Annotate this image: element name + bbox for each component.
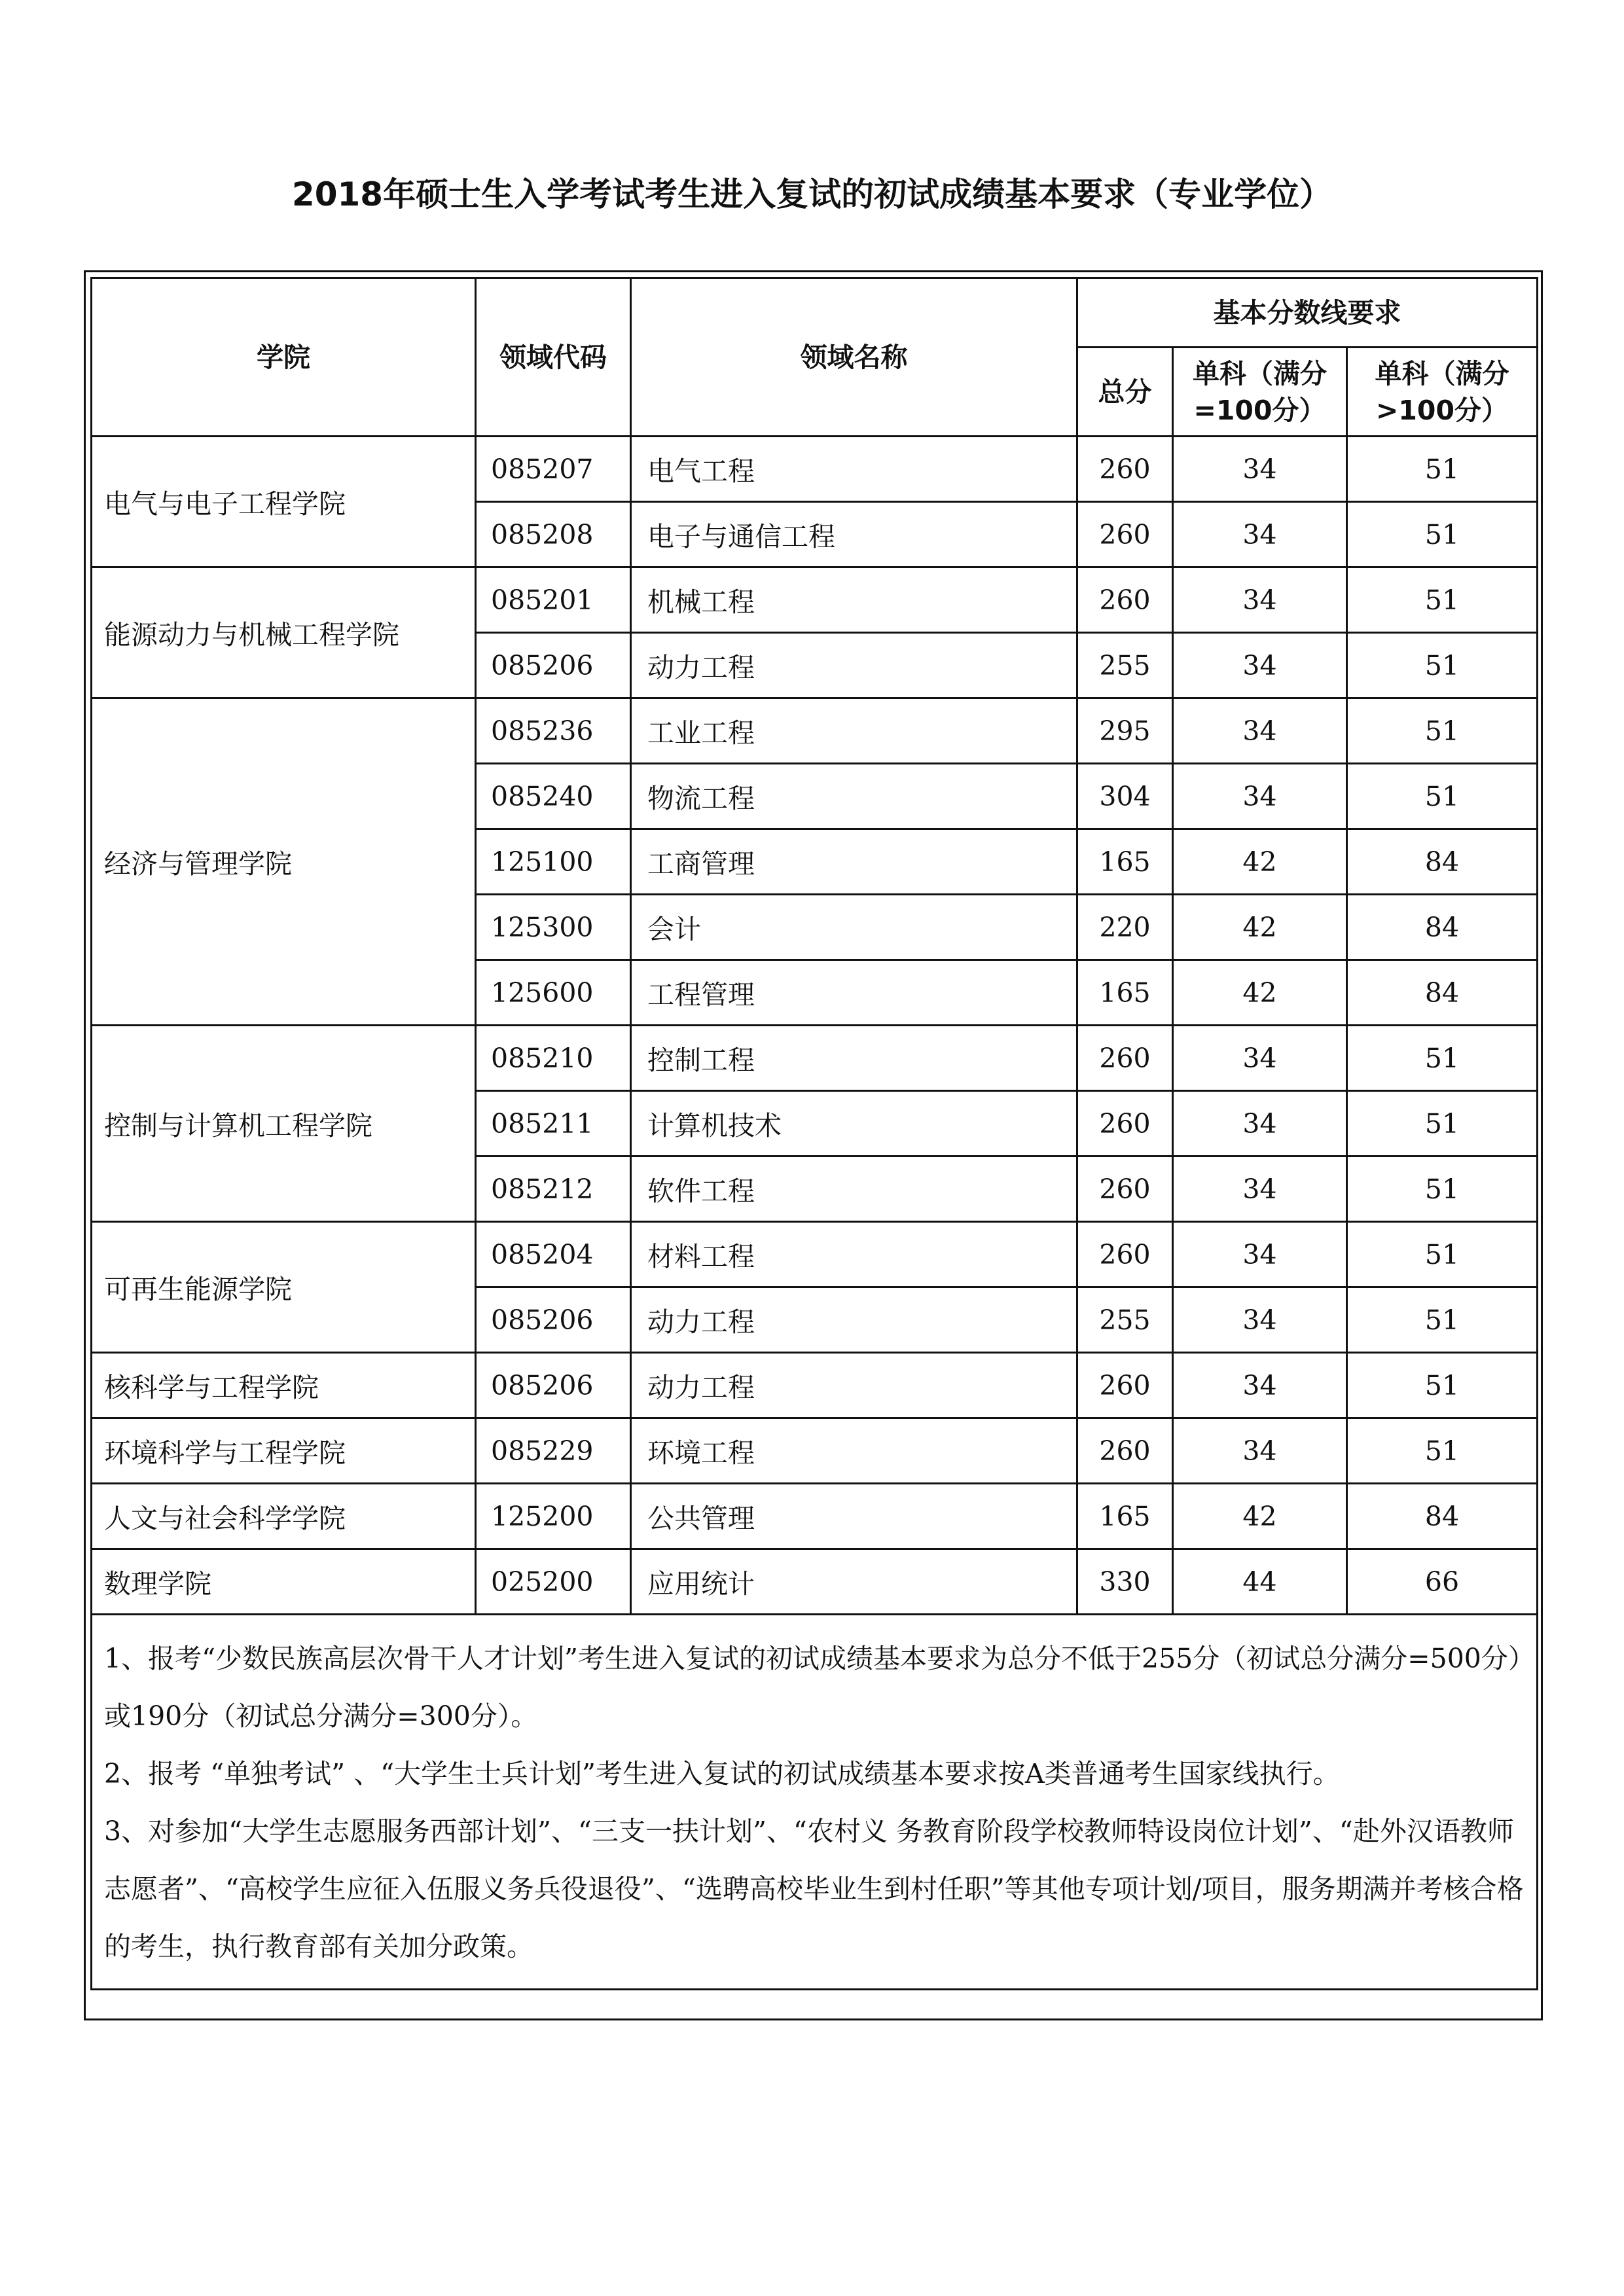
note-item: 3、对参加“大学生志愿服务西部计划”、“三支一扶计划”、“农村义 务教育阶段学校教师特设岗位计划”、“赴外汉语教师志愿者”、“高校学生应征入伍服义务兵役退役”、“选聘高校毕业生到村任职”等其他专项计划/项目，服务期满并考核合格的考生，执行教育部有关加分政策。 [104, 1816, 1524, 1962]
name-cell: 动力工程 [631, 1353, 1077, 1418]
name-cell: 控制工程 [631, 1026, 1077, 1091]
name-cell: 工商管理 [631, 829, 1077, 895]
notes-cell [92, 1615, 1538, 1990]
total-cell: 260 [1077, 1222, 1173, 1287]
code-cell: 085211 [476, 1091, 631, 1157]
single-100-cell: 34 [1173, 764, 1347, 829]
total-cell: 260 [1077, 567, 1173, 633]
table-row [92, 698, 1538, 764]
total-cell: 260 [1077, 437, 1173, 502]
total-cell: 330 [1077, 1549, 1173, 1615]
single-over-100-cell: 51 [1347, 764, 1538, 829]
single-100-cell: 44 [1173, 1549, 1347, 1615]
single-over-100-cell: 51 [1347, 1353, 1538, 1418]
single-100-cell: 34 [1173, 698, 1347, 764]
college-cell: 核科学与工程学院 [92, 1353, 476, 1418]
total-cell: 260 [1077, 1418, 1173, 1484]
code-cell: 125100 [476, 829, 631, 895]
total-cell: 260 [1077, 502, 1173, 567]
code-cell: 085206 [476, 633, 631, 698]
college-cell: 可再生能源学院 [92, 1222, 476, 1353]
total-cell: 295 [1077, 698, 1173, 764]
total-cell: 165 [1077, 1484, 1173, 1549]
table-row [92, 1222, 1538, 1287]
code-cell: 085229 [476, 1418, 631, 1484]
single-100-cell: 42 [1173, 1484, 1347, 1549]
table-row [92, 1026, 1538, 1091]
name-cell: 会计 [631, 895, 1077, 960]
score-requirements-table [90, 277, 1538, 1990]
college-cell: 能源动力与机械工程学院 [92, 567, 476, 698]
college-cell: 人文与社会科学学院 [92, 1484, 476, 1549]
name-cell: 软件工程 [631, 1157, 1077, 1222]
single-100-cell: 34 [1173, 1091, 1347, 1157]
code-cell: 085210 [476, 1026, 631, 1091]
single-100-cell: 42 [1173, 960, 1347, 1026]
college-cell: 环境科学与工程学院 [92, 1418, 476, 1484]
single-100-cell: 34 [1173, 1287, 1347, 1353]
total-cell: 165 [1077, 960, 1173, 1026]
single-100-cell: 34 [1173, 502, 1347, 567]
code-cell: 085236 [476, 698, 631, 764]
college-cell: 经济与管理学院 [92, 698, 476, 1026]
name-cell: 计算机技术 [631, 1091, 1077, 1157]
total-cell: 165 [1077, 829, 1173, 895]
single-over-100-cell: 51 [1347, 1157, 1538, 1222]
single-over-100-cell: 51 [1347, 567, 1538, 633]
table-row [92, 1484, 1538, 1549]
single-100-cell: 34 [1173, 567, 1347, 633]
college-cell: 控制与计算机工程学院 [92, 1026, 476, 1222]
code-cell: 125200 [476, 1484, 631, 1549]
code-cell: 085204 [476, 1222, 631, 1287]
name-cell: 工程管理 [631, 960, 1077, 1026]
single-over-100-cell: 51 [1347, 437, 1538, 502]
code-cell: 025200 [476, 1549, 631, 1615]
table-row [92, 1418, 1538, 1484]
table-row [92, 1353, 1538, 1418]
notes-row [92, 1615, 1538, 1990]
single-over-100-cell: 51 [1347, 1026, 1538, 1091]
name-cell: 材料工程 [631, 1222, 1077, 1287]
total-cell: 260 [1077, 1026, 1173, 1091]
table-row [92, 1549, 1538, 1615]
total-cell: 255 [1077, 633, 1173, 698]
single-over-100-cell: 51 [1347, 1418, 1538, 1484]
name-cell: 动力工程 [631, 633, 1077, 698]
single-100-cell: 34 [1173, 1026, 1347, 1091]
single-over-100-cell: 84 [1347, 895, 1538, 960]
single-100-cell: 34 [1173, 1418, 1347, 1484]
total-cell: 255 [1077, 1287, 1173, 1353]
header-score-group: 基本分数线要求 [1077, 278, 1538, 348]
total-cell: 220 [1077, 895, 1173, 960]
single-over-100-cell: 84 [1347, 960, 1538, 1026]
total-cell: 304 [1077, 764, 1173, 829]
single-over-100-cell: 51 [1347, 502, 1538, 567]
single-100-cell: 42 [1173, 895, 1347, 960]
name-cell: 物流工程 [631, 764, 1077, 829]
total-cell: 260 [1077, 1353, 1173, 1418]
note-item: 1、报考“少数民族高层次骨干人才计划”考生进入复试的初试成绩基本要求为总分不低于255分（初试总分满分=500分）或190分（初试总分满分=300分）。 [104, 1643, 1522, 1732]
header-name: 领域名称 [631, 278, 1077, 437]
code-cell: 085201 [476, 567, 631, 633]
single-over-100-cell: 51 [1347, 633, 1538, 698]
single-over-100-cell: 66 [1347, 1549, 1538, 1615]
total-cell: 260 [1077, 1091, 1173, 1157]
note-item: 2、报考 “单独考试” 、“大学生士兵计划”考生进入复试的初试成绩基本要求按A类普通考生国家线执行。 [104, 1758, 1340, 1789]
page-title: 2018年硕士生入学考试考生进入复试的初试成绩基本要求（专业学位） [291, 175, 1333, 213]
college-cell: 数理学院 [92, 1549, 476, 1615]
table-row [92, 567, 1538, 633]
header-single-100: 单科（满分=100分） [1173, 348, 1347, 437]
name-cell: 动力工程 [631, 1287, 1077, 1353]
single-100-cell: 34 [1173, 1222, 1347, 1287]
single-100-cell: 34 [1173, 1157, 1347, 1222]
single-over-100-cell: 51 [1347, 1222, 1538, 1287]
code-cell: 085208 [476, 502, 631, 567]
name-cell: 应用统计 [631, 1549, 1077, 1615]
header-college: 学院 [92, 278, 476, 437]
name-cell: 环境工程 [631, 1418, 1077, 1484]
name-cell: 机械工程 [631, 567, 1077, 633]
table-row [92, 437, 1538, 502]
code-cell: 085207 [476, 437, 631, 502]
code-cell: 085240 [476, 764, 631, 829]
code-cell: 085206 [476, 1353, 631, 1418]
code-cell: 085212 [476, 1157, 631, 1222]
single-100-cell: 34 [1173, 437, 1347, 502]
single-100-cell: 42 [1173, 829, 1347, 895]
single-over-100-cell: 51 [1347, 698, 1538, 764]
single-over-100-cell: 51 [1347, 1287, 1538, 1353]
header-single-over-100: 单科（满分>100分） [1347, 348, 1538, 437]
name-cell: 电气工程 [631, 437, 1077, 502]
single-100-cell: 34 [1173, 633, 1347, 698]
name-cell: 工业工程 [631, 698, 1077, 764]
code-cell: 125300 [476, 895, 631, 960]
single-over-100-cell: 51 [1347, 1091, 1538, 1157]
name-cell: 公共管理 [631, 1484, 1077, 1549]
single-over-100-cell: 84 [1347, 829, 1538, 895]
header-total: 总分 [1077, 348, 1173, 437]
college-cell: 电气与电子工程学院 [92, 437, 476, 567]
single-over-100-cell: 84 [1347, 1484, 1538, 1549]
header-code: 领域代码 [476, 278, 631, 437]
name-cell: 电子与通信工程 [631, 502, 1077, 567]
single-100-cell: 34 [1173, 1353, 1347, 1418]
total-cell: 260 [1077, 1157, 1173, 1222]
code-cell: 125600 [476, 960, 631, 1026]
code-cell: 085206 [476, 1287, 631, 1353]
